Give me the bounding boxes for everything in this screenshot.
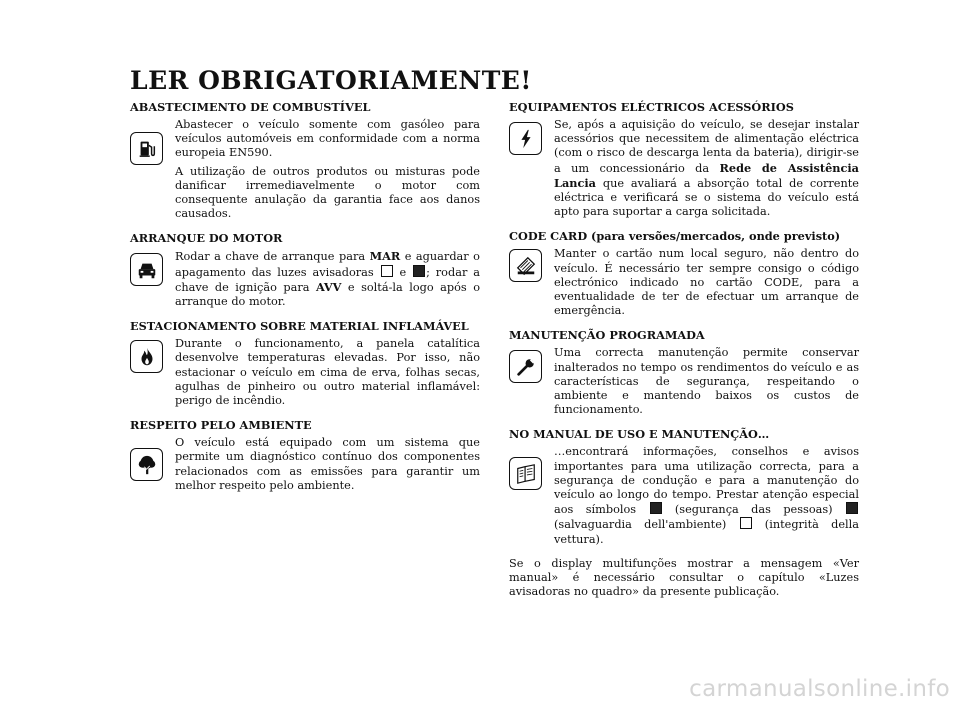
section-code-card (509, 229, 859, 322)
text: que avaliará a absorção total de corrente eléctrica e verificará se o sistema do veículo está apto para suportar a carga solicitada. (554, 176, 859, 219)
section-heading: ESTACIONAMENTO SOBRE MATERIAL INFLAMÁVEL (130, 319, 469, 334)
section-heading: EQUIPAMENTOS ELÉCTRICOS ACESSÓRIOS (509, 100, 794, 114)
section-electrical (509, 100, 859, 223)
key-position-avv: AVV (315, 279, 342, 294)
paragraph: Abastecer o veículo somente com gasóleo para veículos automóveis em conformidade com a norma europeia EN590. (175, 118, 480, 160)
code-card-icon (509, 249, 542, 282)
lancia-network: Rede de Assistência Lancia (554, 160, 859, 190)
immobilizer-warning-icon (413, 265, 425, 277)
page-title: LER OBRIGATORIAMENTE! (130, 66, 532, 95)
wrench-icon (509, 350, 542, 383)
paragraph: Manter o cartão num local seguro, não dentro do veículo. É necessário ter sempre consigo o código electrónico indicado no cartão CODE, para a eventualidade de ter de efectuar um arranque de emergência. (554, 247, 859, 318)
text: Rodar a chave de arranque para (175, 250, 370, 264)
glow-plug-warning-icon (381, 265, 393, 277)
text: e soltá-la logo após o arranque do motor. (175, 280, 480, 309)
environment-icon (846, 502, 858, 514)
fire-icon (130, 340, 163, 373)
tree-icon (130, 448, 163, 481)
text: e (393, 265, 413, 279)
car-front-icon (130, 253, 163, 286)
fuel-pump-icon (130, 132, 163, 165)
text: …encontrará informações, conselhos e avisos importantes para uma utilização correcta, para a segurança de condução e para a manutenção do veículo ao longo do tempo. Prestar atenção especial aos símbolos (554, 445, 859, 517)
section-fuel (130, 100, 480, 225)
section-parking (130, 319, 480, 412)
section-heading: NO MANUAL DE USO E MANUTENÇÃO… (509, 427, 770, 442)
key-position-mar: MAR (369, 249, 401, 264)
paragraph: A utilização de outros produtos ou misturas pode danificar irremediavelmente o motor com consequente anulação da garantia face aos danos causados. (175, 164, 480, 221)
section-heading: RESPEITO PELO AMBIENTE (130, 418, 312, 433)
paragraph: Uma correcta manutenção permite conservar inalterados no tempo os rendimentos do veículo e as características de segurança, respeitando o ambiente e mantendo baixos os custos de funcionamento. (554, 346, 859, 417)
section-maintenance (509, 328, 859, 421)
text: (segurança das pessoas) (662, 503, 845, 517)
right-column (509, 100, 859, 599)
text: (salvaguardia dell'ambiente) (554, 518, 739, 532)
section-heading: CODE CARD (para versões/mercados, onde previsto) (509, 229, 841, 244)
text: Se, após a aquisição do veículo, se desejar instalar acessórios que necessitem de alimentação eléctrica (com o risco de descarga lenta da bateria), dirigir-se a um concessionário da (554, 118, 859, 175)
section-heading: ARRANQUE DO MOTOR (130, 231, 283, 246)
text: e aguardar o apagamento das luzes avisadoras (175, 250, 480, 279)
paragraph: Durante o funcionamento, a panela catalítica desenvolve temperaturas elevadas. Por isso, não estacionar o veículo em cima de erva, folhas secas, agulhas de pinheiro ou outro material inflamável: perigo de incêndio. (175, 337, 480, 408)
left-column (130, 100, 480, 503)
paragraph: O veículo está equipado com um sistema que permite um diagnóstico contínuo dos componentes relacionados com as emissões para garantir um melhor respeito pelo ambiente. (175, 436, 480, 492)
vehicle-integrity-icon (740, 517, 752, 529)
lightning-icon (509, 122, 542, 155)
section-heading: ABASTECIMENTO DE COMBUSTÍVEL (130, 100, 371, 114)
watermark: carmanualsonline.info (689, 676, 950, 702)
text: ; rodar a chave de ignição para (175, 265, 480, 294)
section-environment (130, 418, 480, 497)
section-engine-start (130, 231, 480, 313)
section-heading: MANUTENÇÃO PROGRAMADA (509, 328, 705, 343)
closing-note: Se o display multifunções mostrar a mensagem «Ver manual» é necessário consultar o capítulo «Luzes avisadoras no quadro» da presente publicação. (509, 556, 859, 599)
person-safety-icon (650, 502, 662, 514)
section-manual (509, 427, 859, 550)
manual-book-icon (509, 457, 542, 490)
text: (integrità della vettura). (554, 518, 859, 546)
